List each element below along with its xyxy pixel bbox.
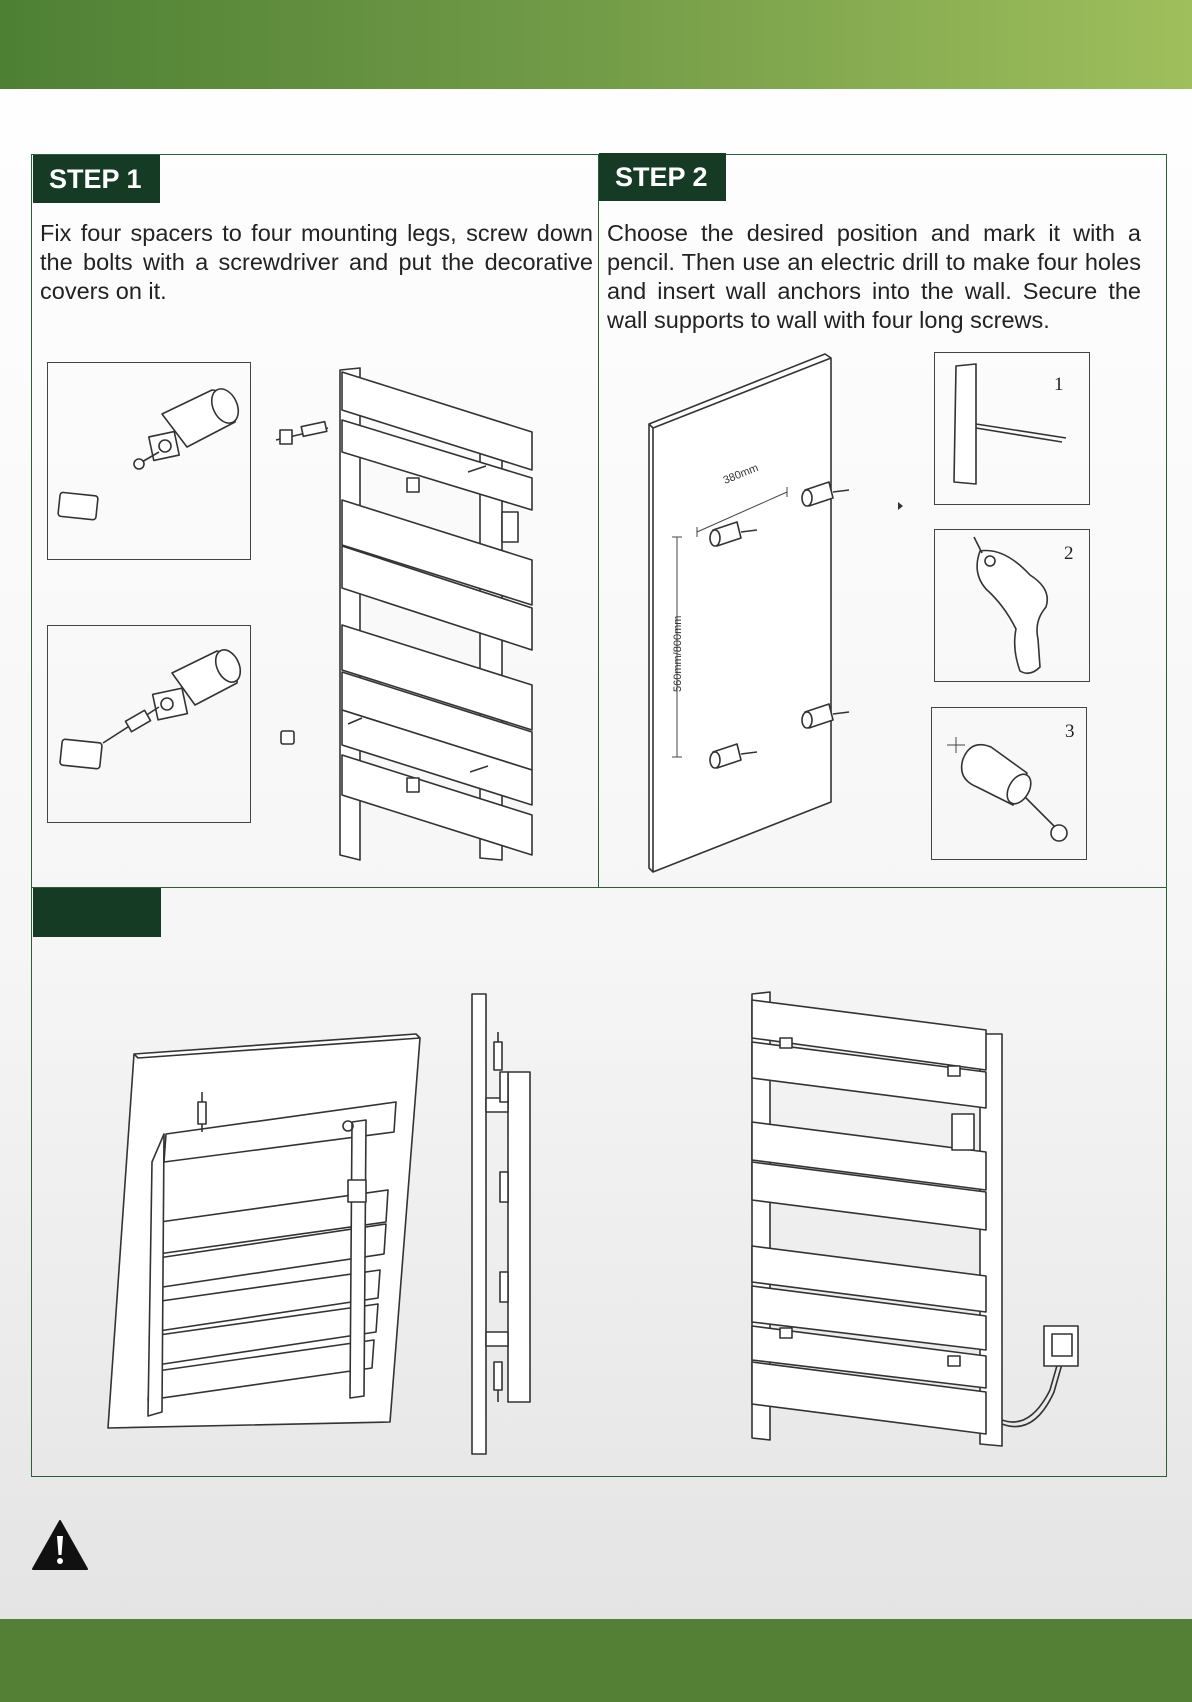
- subfigure-1-label: 1: [1054, 374, 1064, 395]
- step3-tab: [33, 888, 161, 937]
- spacer-detail-bottom: [47, 625, 252, 824]
- warning-triangle-icon: [31, 1519, 89, 1571]
- rail-with-socket-diagram: [740, 990, 1080, 1450]
- dimension-vertical: 560mm/800mm: [672, 615, 684, 692]
- subfigure-3-anchor: [931, 707, 1088, 861]
- header-band: [0, 0, 1192, 89]
- subfigure-2-label: 2: [1064, 543, 1074, 564]
- towel-rail-step1: [270, 360, 570, 870]
- step2-tab: STEP 2: [599, 153, 726, 201]
- subfigure-1-pencil: [934, 352, 1091, 506]
- footer-band: [0, 1619, 1192, 1702]
- dimension-horizontal: 380mm: [721, 461, 761, 487]
- rail-on-wall-diagram: [104, 1032, 424, 1432]
- step2-text: Choose the desired position and mark it with a pencil. Then use an electric drill to make four holes and insert wall anchors into the wall. Secure the wall supports to wall with four long screws.: [607, 220, 1141, 333]
- arrow-marker: [897, 500, 905, 512]
- subfigure-2-drill: [934, 529, 1091, 683]
- subfigure-3-label: 3: [1065, 721, 1075, 742]
- rail-side-view: [468, 992, 538, 1457]
- wall-drilling-diagram: [645, 352, 895, 874]
- step1-text: Fix four spacers to four mounting legs, screw down the bolts with a screwdriver and put the decorative covers on it.: [40, 220, 593, 304]
- spacer-detail-top: [47, 362, 252, 561]
- step1-tab: STEP 1: [33, 155, 160, 203]
